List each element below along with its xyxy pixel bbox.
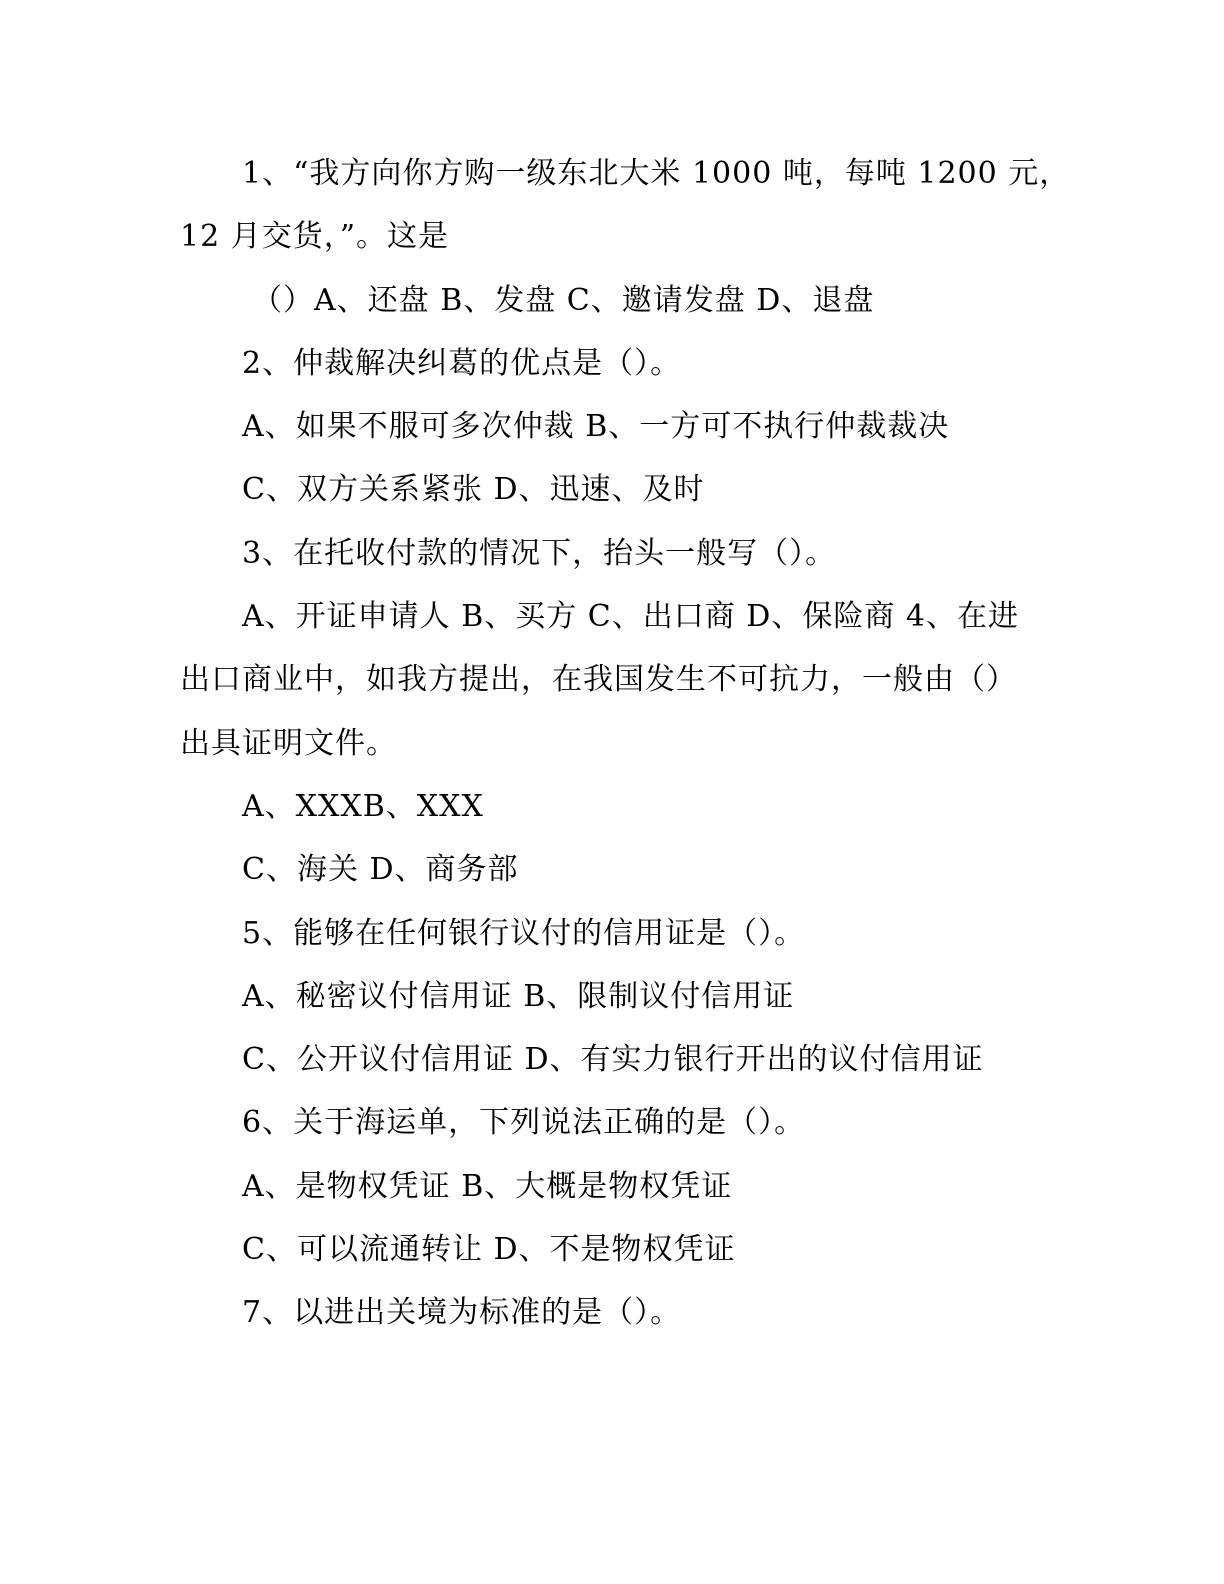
question-6-options-ab: A、是物权凭证 B、大概是物权凭证 bbox=[242, 1168, 733, 1204]
question-1-options: （）A、还盘 B、发盘 C、邀请发盘 D、退盘 bbox=[252, 282, 875, 318]
question-5-stem: 5、能够在任何银行议付的信用证是（）。 bbox=[242, 915, 806, 951]
question-3-options-and-question-4-start: A、开证申请人 B、买方 C、出口商 D、保险商 4、在进 bbox=[242, 599, 1019, 635]
question-5-options-ab: A、秘密议付信用证 B、限制议付信用证 bbox=[242, 978, 795, 1014]
question-4-line-3: 出具证明文件。 bbox=[180, 725, 397, 761]
question-4-line-2: 出口商业中，如我方提出，在我国发生不可抗力，一般由（） bbox=[180, 662, 1017, 698]
document-body bbox=[180, 142, 1071, 1345]
question-3-stem: 3、在托收付款的情况下，抬头一般写（）。 bbox=[242, 535, 837, 571]
question-4-options-cd: C、海关 D、商务部 bbox=[242, 852, 519, 888]
question-2-options-ab: A、如果不服可多次仲裁 B、一方可不执行仲裁裁决 bbox=[242, 409, 950, 445]
question-1-line-2: 12 月交货，”。这是 bbox=[180, 219, 450, 255]
question-6-options-cd: C、可以流通转让 D、不是物权凭证 bbox=[242, 1232, 736, 1268]
question-7-stem: 7、以进出关境为标准的是（）。 bbox=[242, 1295, 682, 1331]
question-2-stem: 2、仲裁解决纠葛的优点是（）。 bbox=[242, 345, 682, 381]
question-2-options-cd: C、双方关系紧张 D、迅速、及时 bbox=[242, 472, 705, 508]
question-4-options-ab: A、XXXB、XXX bbox=[242, 788, 484, 824]
question-1-line-1: 1、“我方向你方购一级东北大米 1000 吨，每吨 1200 元， bbox=[242, 156, 1071, 191]
question-5-options-cd: C、公开议付信用证 D、有实力银行开出的议付信用证 bbox=[242, 1042, 984, 1078]
question-6-stem: 6、关于海运单，下列说法正确的是（）。 bbox=[242, 1105, 806, 1141]
